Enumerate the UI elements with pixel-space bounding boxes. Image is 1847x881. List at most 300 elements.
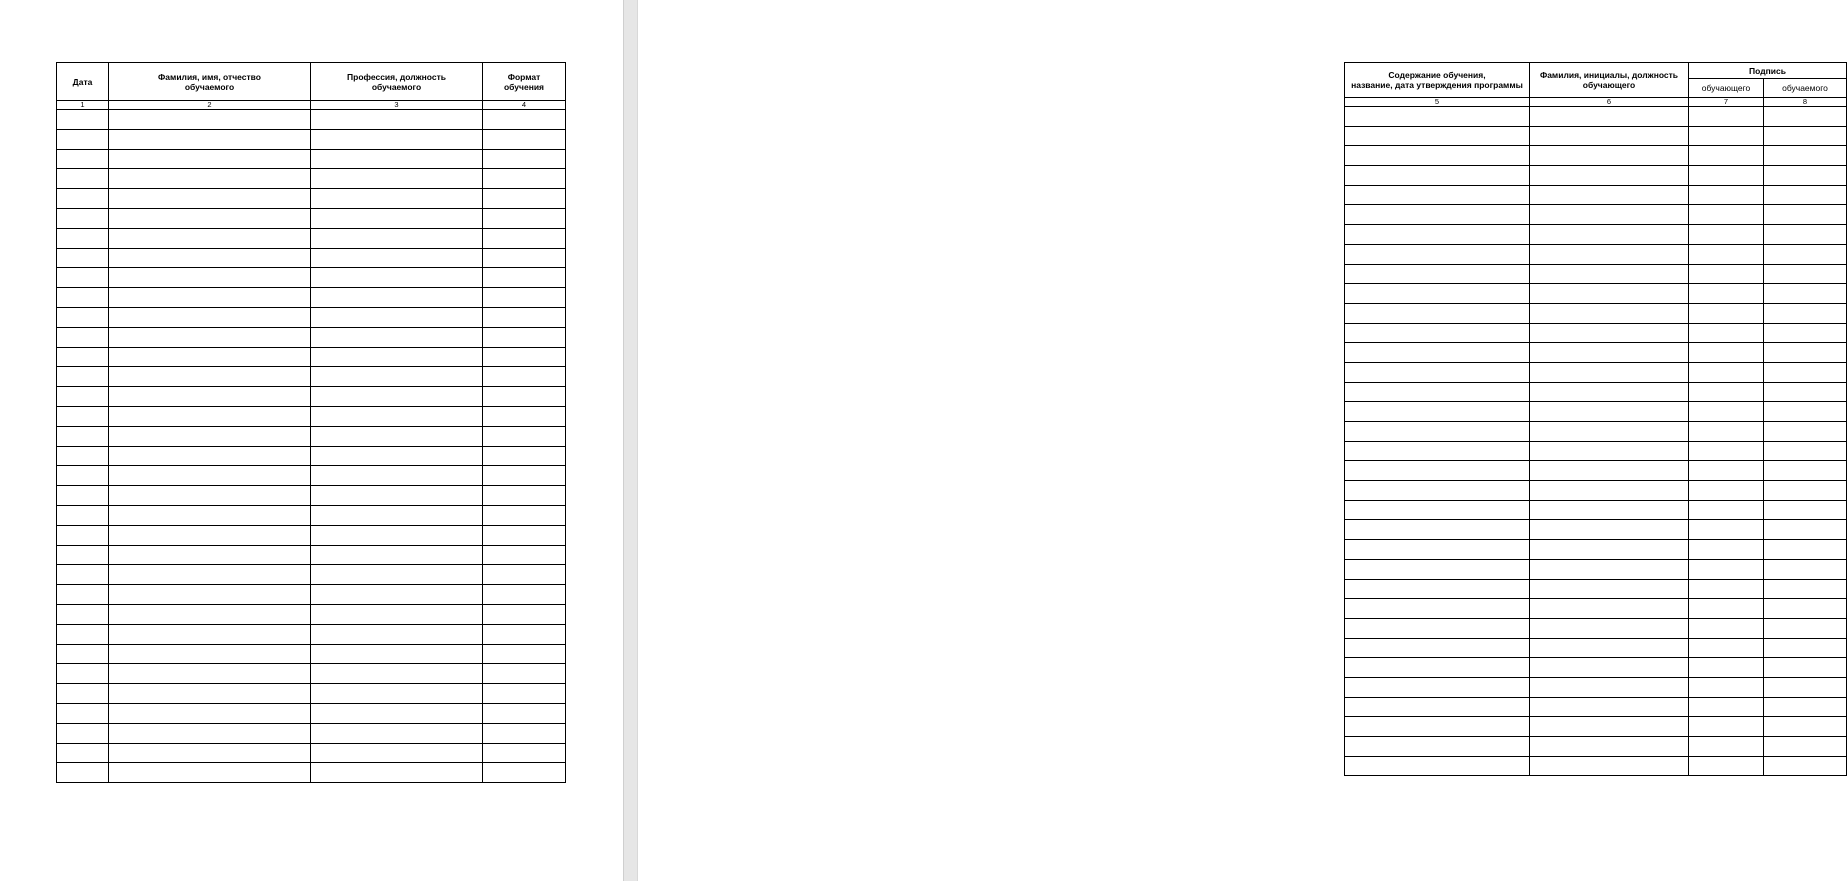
- empty-cell[interactable]: [1764, 323, 1847, 343]
- table-row: [57, 486, 566, 506]
- empty-cell[interactable]: [1764, 284, 1847, 304]
- empty-cell[interactable]: [1345, 579, 1530, 599]
- header-training-content-line2: название, дата утверждения программы: [1351, 80, 1523, 90]
- table-row: [1345, 717, 1847, 737]
- empty-cell[interactable]: [57, 723, 109, 743]
- empty-cell[interactable]: [1764, 599, 1847, 619]
- header-trainer-name-line2: обучающего: [1582, 80, 1636, 90]
- table-row: [57, 565, 566, 585]
- empty-cell[interactable]: [1345, 559, 1530, 579]
- empty-cell[interactable]: [57, 624, 109, 644]
- empty-cell[interactable]: [1345, 599, 1530, 619]
- empty-cell[interactable]: [1345, 500, 1530, 520]
- empty-cell[interactable]: [109, 624, 311, 644]
- empty-cell[interactable]: [109, 644, 311, 664]
- empty-cell[interactable]: [311, 228, 483, 248]
- empty-cell[interactable]: [311, 189, 483, 209]
- empty-cell[interactable]: [483, 268, 566, 288]
- empty-cell[interactable]: [1764, 382, 1847, 402]
- table-row: [1345, 441, 1847, 461]
- empty-cell[interactable]: [109, 763, 311, 783]
- empty-cell[interactable]: [1345, 107, 1530, 127]
- empty-cell[interactable]: [1764, 166, 1847, 186]
- empty-cell[interactable]: [109, 585, 311, 605]
- empty-cell[interactable]: [1345, 756, 1530, 776]
- empty-cell[interactable]: [483, 703, 566, 723]
- empty-cell[interactable]: [1345, 185, 1530, 205]
- empty-cell[interactable]: [1764, 559, 1847, 579]
- table-row: [1345, 402, 1847, 422]
- empty-cell[interactable]: [109, 406, 311, 426]
- empty-cell[interactable]: [1689, 481, 1764, 501]
- empty-cell[interactable]: [1689, 343, 1764, 363]
- empty-cell[interactable]: [109, 486, 311, 506]
- empty-cell[interactable]: [57, 703, 109, 723]
- empty-cell[interactable]: [1530, 540, 1689, 560]
- empty-cell[interactable]: [1345, 737, 1530, 757]
- empty-cell[interactable]: [311, 347, 483, 367]
- empty-cell[interactable]: [1345, 323, 1530, 343]
- empty-cell[interactable]: [1530, 402, 1689, 422]
- empty-cell[interactable]: [1689, 107, 1764, 127]
- empty-cell[interactable]: [57, 149, 109, 169]
- empty-cell[interactable]: [1345, 166, 1530, 186]
- empty-cell[interactable]: [483, 565, 566, 585]
- empty-cell[interactable]: [1764, 520, 1847, 540]
- empty-cell[interactable]: [1530, 756, 1689, 776]
- empty-cell[interactable]: [109, 110, 311, 130]
- empty-cell[interactable]: [1764, 756, 1847, 776]
- empty-cell[interactable]: [311, 684, 483, 704]
- empty-cell[interactable]: [57, 585, 109, 605]
- empty-cell[interactable]: [1764, 618, 1847, 638]
- empty-cell[interactable]: [483, 327, 566, 347]
- empty-cell[interactable]: [1689, 697, 1764, 717]
- empty-cell[interactable]: [57, 347, 109, 367]
- empty-cell[interactable]: [1345, 638, 1530, 658]
- empty-cell[interactable]: [311, 466, 483, 486]
- empty-cell[interactable]: [1689, 362, 1764, 382]
- empty-cell[interactable]: [109, 149, 311, 169]
- empty-cell[interactable]: [1689, 303, 1764, 323]
- empty-cell[interactable]: [1689, 737, 1764, 757]
- empty-cell[interactable]: [311, 525, 483, 545]
- empty-cell[interactable]: [311, 585, 483, 605]
- empty-cell[interactable]: [1530, 520, 1689, 540]
- empty-cell[interactable]: [1530, 264, 1689, 284]
- empty-cell[interactable]: [1689, 658, 1764, 678]
- empty-cell[interactable]: [1345, 677, 1530, 697]
- empty-cell[interactable]: [483, 743, 566, 763]
- empty-cell[interactable]: [1345, 343, 1530, 363]
- empty-cell[interactable]: [1764, 737, 1847, 757]
- empty-cell[interactable]: [1689, 677, 1764, 697]
- header-signature: Подпись: [1689, 63, 1847, 79]
- table-row: [57, 327, 566, 347]
- empty-cell[interactable]: [483, 149, 566, 169]
- empty-cell[interactable]: [311, 604, 483, 624]
- empty-cell[interactable]: [57, 268, 109, 288]
- empty-cell[interactable]: [1345, 540, 1530, 560]
- empty-cell[interactable]: [1345, 225, 1530, 245]
- empty-cell[interactable]: [483, 367, 566, 387]
- empty-cell[interactable]: [1530, 579, 1689, 599]
- empty-cell[interactable]: [311, 763, 483, 783]
- empty-cell[interactable]: [57, 644, 109, 664]
- empty-cell[interactable]: [311, 387, 483, 407]
- empty-cell[interactable]: [57, 664, 109, 684]
- empty-cell[interactable]: [311, 208, 483, 228]
- empty-cell[interactable]: [1530, 461, 1689, 481]
- empty-cell[interactable]: [109, 684, 311, 704]
- empty-cell[interactable]: [1345, 658, 1530, 678]
- empty-cell[interactable]: [57, 208, 109, 228]
- empty-cell[interactable]: [57, 327, 109, 347]
- empty-cell[interactable]: [1689, 618, 1764, 638]
- table-row: [57, 347, 566, 367]
- empty-cell[interactable]: [1530, 717, 1689, 737]
- empty-cell[interactable]: [483, 723, 566, 743]
- empty-cell[interactable]: [1764, 579, 1847, 599]
- empty-cell[interactable]: [1345, 303, 1530, 323]
- empty-cell[interactable]: [311, 743, 483, 763]
- empty-cell[interactable]: [483, 387, 566, 407]
- empty-cell[interactable]: [109, 189, 311, 209]
- empty-cell[interactable]: [311, 624, 483, 644]
- empty-cell[interactable]: [311, 644, 483, 664]
- empty-cell[interactable]: [1530, 107, 1689, 127]
- empty-cell[interactable]: [311, 446, 483, 466]
- empty-cell[interactable]: [109, 228, 311, 248]
- empty-cell[interactable]: [311, 545, 483, 565]
- empty-cell[interactable]: [1689, 146, 1764, 166]
- empty-cell[interactable]: [483, 446, 566, 466]
- empty-cell[interactable]: [311, 426, 483, 446]
- empty-cell[interactable]: [57, 545, 109, 565]
- empty-cell[interactable]: [483, 228, 566, 248]
- empty-cell[interactable]: [1689, 717, 1764, 737]
- empty-cell[interactable]: [1530, 618, 1689, 638]
- empty-cell[interactable]: [109, 208, 311, 228]
- empty-cell[interactable]: [311, 307, 483, 327]
- table-row: [57, 684, 566, 704]
- empty-cell[interactable]: [311, 129, 483, 149]
- empty-cell[interactable]: [1345, 717, 1530, 737]
- empty-cell[interactable]: [57, 228, 109, 248]
- empty-cell[interactable]: [109, 426, 311, 446]
- empty-cell[interactable]: [483, 585, 566, 605]
- empty-cell[interactable]: [311, 288, 483, 308]
- table-row: [1345, 461, 1847, 481]
- empty-cell[interactable]: [1764, 362, 1847, 382]
- empty-cell[interactable]: [1530, 323, 1689, 343]
- empty-cell[interactable]: [1345, 697, 1530, 717]
- empty-cell[interactable]: [1764, 402, 1847, 422]
- empty-cell[interactable]: [1530, 343, 1689, 363]
- empty-cell[interactable]: [483, 486, 566, 506]
- empty-cell[interactable]: [1689, 382, 1764, 402]
- empty-cell[interactable]: [1345, 244, 1530, 264]
- empty-cell[interactable]: [1530, 166, 1689, 186]
- empty-cell[interactable]: [1345, 402, 1530, 422]
- empty-cell[interactable]: [109, 268, 311, 288]
- empty-cell[interactable]: [57, 743, 109, 763]
- empty-cell[interactable]: [109, 723, 311, 743]
- empty-cell[interactable]: [57, 367, 109, 387]
- empty-cell[interactable]: [1764, 126, 1847, 146]
- empty-cell[interactable]: [1530, 697, 1689, 717]
- empty-cell[interactable]: [483, 466, 566, 486]
- empty-cell[interactable]: [483, 248, 566, 268]
- empty-cell[interactable]: [483, 604, 566, 624]
- empty-cell[interactable]: [1345, 441, 1530, 461]
- empty-cell[interactable]: [1530, 382, 1689, 402]
- empty-cell[interactable]: [1764, 343, 1847, 363]
- empty-cell[interactable]: [1530, 205, 1689, 225]
- empty-cell[interactable]: [109, 446, 311, 466]
- empty-cell[interactable]: [1764, 264, 1847, 284]
- empty-cell[interactable]: [57, 763, 109, 783]
- empty-cell[interactable]: [1764, 481, 1847, 501]
- empty-cell[interactable]: [483, 110, 566, 130]
- table-row: [1345, 500, 1847, 520]
- empty-cell[interactable]: [1689, 402, 1764, 422]
- empty-cell[interactable]: [1530, 362, 1689, 382]
- empty-cell[interactable]: [109, 367, 311, 387]
- empty-cell[interactable]: [1689, 225, 1764, 245]
- empty-cell[interactable]: [1530, 284, 1689, 304]
- empty-cell[interactable]: [57, 446, 109, 466]
- empty-cell[interactable]: [1764, 205, 1847, 225]
- empty-cell[interactable]: [483, 505, 566, 525]
- empty-cell[interactable]: [1764, 677, 1847, 697]
- empty-cell[interactable]: [1689, 441, 1764, 461]
- header-trainee-name-line2: обучаемого: [184, 81, 235, 92]
- empty-cell[interactable]: [1345, 264, 1530, 284]
- empty-cell[interactable]: [1764, 303, 1847, 323]
- empty-cell[interactable]: [109, 327, 311, 347]
- empty-cell[interactable]: [1764, 422, 1847, 442]
- empty-cell[interactable]: [109, 565, 311, 585]
- empty-cell[interactable]: [311, 723, 483, 743]
- empty-cell[interactable]: [311, 268, 483, 288]
- empty-cell[interactable]: [57, 684, 109, 704]
- empty-cell[interactable]: [483, 525, 566, 545]
- empty-cell[interactable]: [1764, 146, 1847, 166]
- empty-cell[interactable]: [1689, 579, 1764, 599]
- empty-cell[interactable]: [1764, 500, 1847, 520]
- empty-cell[interactable]: [57, 604, 109, 624]
- empty-cell[interactable]: [109, 505, 311, 525]
- empty-cell[interactable]: [57, 565, 109, 585]
- empty-cell[interactable]: [1530, 422, 1689, 442]
- empty-cell[interactable]: [57, 466, 109, 486]
- empty-cell[interactable]: [109, 604, 311, 624]
- empty-cell[interactable]: [1689, 284, 1764, 304]
- empty-cell[interactable]: [57, 307, 109, 327]
- empty-cell[interactable]: [1764, 185, 1847, 205]
- empty-cell[interactable]: [483, 189, 566, 209]
- empty-cell[interactable]: [483, 426, 566, 446]
- empty-cell[interactable]: [109, 387, 311, 407]
- empty-cell[interactable]: [1689, 185, 1764, 205]
- table-row: [57, 763, 566, 783]
- empty-cell[interactable]: [1530, 225, 1689, 245]
- empty-cell[interactable]: [1345, 362, 1530, 382]
- empty-cell[interactable]: [1764, 441, 1847, 461]
- table-row: [57, 604, 566, 624]
- empty-cell[interactable]: [311, 169, 483, 189]
- empty-cell[interactable]: [483, 208, 566, 228]
- empty-cell[interactable]: [483, 664, 566, 684]
- empty-cell[interactable]: [1530, 481, 1689, 501]
- column-number-row: [57, 101, 566, 110]
- empty-cell[interactable]: [483, 288, 566, 308]
- empty-cell[interactable]: [1689, 126, 1764, 146]
- empty-cell[interactable]: [1764, 461, 1847, 481]
- empty-cell[interactable]: [1530, 441, 1689, 461]
- empty-cell[interactable]: [1689, 599, 1764, 619]
- empty-cell[interactable]: [1530, 500, 1689, 520]
- empty-cell[interactable]: [1689, 264, 1764, 284]
- empty-cell[interactable]: [1689, 520, 1764, 540]
- empty-cell[interactable]: [1530, 737, 1689, 757]
- empty-cell[interactable]: [1689, 638, 1764, 658]
- empty-cell[interactable]: [311, 486, 483, 506]
- empty-cell[interactable]: [1530, 303, 1689, 323]
- empty-cell[interactable]: [483, 684, 566, 704]
- empty-cell[interactable]: [1345, 382, 1530, 402]
- empty-cell[interactable]: [109, 664, 311, 684]
- empty-cell[interactable]: [57, 110, 109, 130]
- empty-cell[interactable]: [57, 486, 109, 506]
- empty-cell[interactable]: [109, 703, 311, 723]
- empty-cell[interactable]: [1764, 540, 1847, 560]
- table-row: [1345, 323, 1847, 343]
- empty-cell[interactable]: [57, 426, 109, 446]
- empty-cell[interactable]: [483, 169, 566, 189]
- empty-cell[interactable]: [1530, 638, 1689, 658]
- empty-cell[interactable]: [1689, 244, 1764, 264]
- empty-cell[interactable]: [109, 169, 311, 189]
- empty-cell[interactable]: [109, 743, 311, 763]
- empty-cell[interactable]: [57, 129, 109, 149]
- empty-cell[interactable]: [57, 505, 109, 525]
- empty-cell[interactable]: [1530, 185, 1689, 205]
- empty-cell[interactable]: [311, 664, 483, 684]
- empty-cell[interactable]: [483, 545, 566, 565]
- table-row: [57, 189, 566, 209]
- page-left: [0, 0, 623, 881]
- table-row: [1345, 126, 1847, 146]
- empty-cell[interactable]: [1530, 658, 1689, 678]
- empty-cell[interactable]: [1764, 107, 1847, 127]
- empty-cell[interactable]: [1689, 422, 1764, 442]
- empty-cell[interactable]: [1764, 225, 1847, 245]
- empty-cell[interactable]: [483, 763, 566, 783]
- empty-cell[interactable]: [483, 347, 566, 367]
- empty-cell[interactable]: [1689, 323, 1764, 343]
- empty-cell[interactable]: [109, 466, 311, 486]
- column-number: 8: [1764, 98, 1847, 107]
- empty-cell[interactable]: [1689, 559, 1764, 579]
- empty-cell[interactable]: [57, 288, 109, 308]
- empty-cell[interactable]: [1530, 677, 1689, 697]
- empty-cell[interactable]: [483, 644, 566, 664]
- empty-cell[interactable]: [483, 624, 566, 644]
- header-date-line1: Дата: [72, 76, 93, 87]
- empty-cell[interactable]: [1530, 599, 1689, 619]
- empty-cell[interactable]: [1689, 540, 1764, 560]
- empty-cell[interactable]: [1530, 146, 1689, 166]
- empty-cell[interactable]: [57, 189, 109, 209]
- empty-cell[interactable]: [1345, 205, 1530, 225]
- empty-cell[interactable]: [1764, 717, 1847, 737]
- empty-cell[interactable]: [109, 545, 311, 565]
- column-number: 7: [1689, 98, 1764, 107]
- empty-cell[interactable]: [1345, 126, 1530, 146]
- empty-cell[interactable]: [109, 307, 311, 327]
- empty-cell[interactable]: [1345, 481, 1530, 501]
- empty-cell[interactable]: [311, 248, 483, 268]
- empty-cell[interactable]: [1764, 697, 1847, 717]
- empty-cell[interactable]: [1764, 244, 1847, 264]
- empty-cell[interactable]: [311, 505, 483, 525]
- empty-cell[interactable]: [1764, 638, 1847, 658]
- empty-cell[interactable]: [1345, 146, 1530, 166]
- empty-cell[interactable]: [1689, 461, 1764, 481]
- empty-cell[interactable]: [109, 288, 311, 308]
- header-trainer-name: [1530, 63, 1689, 98]
- empty-cell[interactable]: [1345, 284, 1530, 304]
- empty-cell[interactable]: [1345, 422, 1530, 442]
- empty-cell[interactable]: [109, 248, 311, 268]
- empty-cell[interactable]: [109, 129, 311, 149]
- empty-cell[interactable]: [57, 406, 109, 426]
- empty-cell[interactable]: [1530, 559, 1689, 579]
- empty-cell[interactable]: [1689, 205, 1764, 225]
- empty-cell[interactable]: [109, 347, 311, 367]
- empty-cell[interactable]: [1689, 500, 1764, 520]
- table-row: [57, 367, 566, 387]
- empty-cell[interactable]: [311, 406, 483, 426]
- table-row: [1345, 264, 1847, 284]
- empty-cell[interactable]: [311, 565, 483, 585]
- empty-cell[interactable]: [483, 129, 566, 149]
- empty-cell[interactable]: [57, 525, 109, 545]
- empty-cell[interactable]: [57, 169, 109, 189]
- empty-cell[interactable]: [109, 525, 311, 545]
- empty-cell[interactable]: [311, 149, 483, 169]
- empty-cell[interactable]: [483, 307, 566, 327]
- empty-cell[interactable]: [1764, 658, 1847, 678]
- empty-cell[interactable]: [1345, 461, 1530, 481]
- empty-cell[interactable]: [311, 110, 483, 130]
- empty-cell[interactable]: [1689, 756, 1764, 776]
- empty-cell[interactable]: [1345, 520, 1530, 540]
- empty-cell[interactable]: [311, 367, 483, 387]
- empty-cell[interactable]: [1530, 244, 1689, 264]
- table-row: [57, 446, 566, 466]
- empty-cell[interactable]: [1689, 166, 1764, 186]
- empty-cell[interactable]: [57, 248, 109, 268]
- empty-cell[interactable]: [311, 327, 483, 347]
- empty-cell[interactable]: [311, 703, 483, 723]
- empty-cell[interactable]: [57, 387, 109, 407]
- empty-cell[interactable]: [1345, 618, 1530, 638]
- empty-cell[interactable]: [483, 406, 566, 426]
- empty-cell[interactable]: [1530, 126, 1689, 146]
